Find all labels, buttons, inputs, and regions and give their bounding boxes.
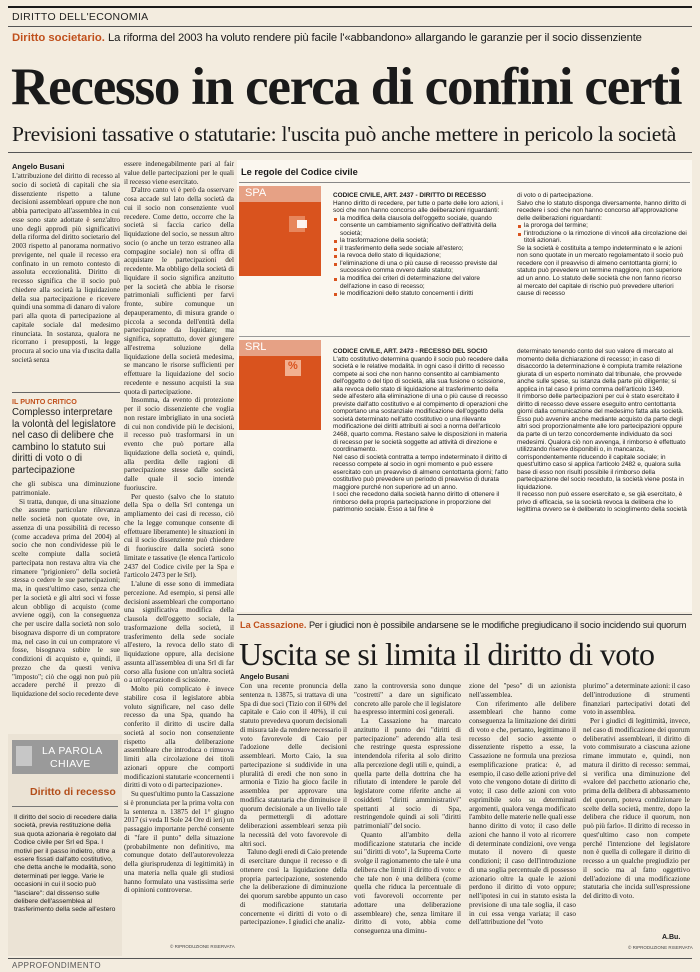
spa-text-right <box>517 192 687 340</box>
srl-right-p3: Il recesso non può essere esercitato e, se già esercitato, è privo di efficacia, se la società revoca la delibera che lo legittima ovvero se è deliberato lo scioglimento della società <box>517 491 687 514</box>
paragraph: essere indenegabilmente pari al fair value delle partecipazioni per le quali il recesso viene esercitato. <box>124 160 234 186</box>
headline: Recesso in cerca di confini certi <box>11 58 682 116</box>
paragraph: Insomma, da evento di protezione per il socio dissenziente che voglia non restare imbrigliato in una società di cui non condivide più le decisioni, il recesso può trasformarsi in un evento che può portare alla liquidazione della società e, quindi, alla perdita delle ragioni di partecipazione stesse dalle società dalle quale il socio intende fuoriuscire. <box>124 396 234 492</box>
srl-heading: CODICE CIVILE, ART. 2473 - RECESSO DEL SOCIO <box>333 348 488 355</box>
pull-quote-label: IL PUNTO CRITICO <box>12 397 77 406</box>
list-item: la modifica dei criteri di determinazione del valore dell'azione in caso di recesso; <box>333 275 509 290</box>
list-item: la modifica della clausola dell'oggetto sociale, quando consente un cambiamento significativo dell'attività della società; <box>333 215 509 238</box>
cassazione-col-4 <box>583 682 690 944</box>
srl-text <box>333 348 509 610</box>
list-item: l'introduzione o la rimozione di vincoli alla circolazione dei titoli azionari. <box>517 230 687 245</box>
cassazione-kicker-text: Per i giudici non è possibile andarsene se le modifiche pregiudicano il socio incidendo sui quorum <box>308 620 687 630</box>
subheadline: Previsioni tassative o statutarie: l'uscita può anche mettere in pericolo la società <box>12 122 677 146</box>
spa-illustration <box>239 202 321 276</box>
paragraph: Si tratta, dunque, di una situazione che assume particolare rilevanza nelle società non quotate ove, in assenza di una possibilità di recesso (come accadeva prima del 2004) al socio che non condividesse più le scelte compiute dalla società partecipata non restava altra via che rimanere "prigioniero" della società stessa o cedere le sue partecipazioni; ma, in quest'ultimo caso, senza che per la società e gli altri soci vi fosse alcun obbligo di acquisto (come avviene oggi), con la conseguenza che per uscire dalla società non solo bisognava disporre di un compratore ma, nel caso in cui un compratore vi fosse, bisognava subire le sue condizioni di acquisto e, quindi, il prezzo che da questi veniva "imposto"; ciò che oggi non può più accadere perché il prezzo di liquidazione del socio recedente deve <box>12 497 120 698</box>
pull-quote-text: Complesso interpretare la volontà del legislatore nel caso di delibere che cambino lo statuto sui diritti di voto o di partecipazione <box>12 407 116 476</box>
paragraph: Taluno degli eredi di Caio pretende di esercitare dunque il recesso e di ottenere così la liquidazione della propria partecipazione, sostenendo che la deliberazione di diminuzione dei quorum sarebbe appunto un caso di modificazione statutaria concernente «i diritti di voto o di partecipazione». I giudici che analiz- <box>240 848 347 927</box>
kicker-tag: Diritto societario. <box>12 32 105 44</box>
paragraph: Quanto all'ambito della modificazione statutaria che incide sui "diritti di voto", la Suprema Corte svolge il ragionamento che tale è una delibera che limiti il diritto di voto: e che tale non è una delibera (come quella che riduca la percentuale di voti favorevoli occorrente per adottare una deliberazione assembleare) che, senza limitare il diritto di voto, abbia come conseguenza una diminu- <box>354 830 461 935</box>
paragraph: Per i giudici di legittimità, invece, nel caso di modificazione dei quorum deliberativi assembleari, il diritto di voto commisurato a ciascuna azione rimane immutato e, quindi, non matura il diritto di recesso: semmai, si verifica una diminuzione del «valore del pacchetto azionario che, prima della delibera di abbassamento del quorum, poteva condizionare le scelte della società, mentre, dopo la delibera che riduce il quorum, non può più farlo». Il diritto di recesso in quest'ultimo caso non compete perché l'intenzione del legislatore non è quella di collegare il diritto di recesso a un qualche pregiudizio per il socio ma al fatto oggettivo dell'adozione di una modificazione statutaria che incida sull'espressione del diritto di voto. <box>583 717 690 900</box>
copyright-1: © RIPRODUZIONE RISERVATA <box>170 944 235 949</box>
srl-text-right <box>517 348 687 610</box>
list-item: la proroga del termine; <box>517 222 687 230</box>
rules-title: Le regole del Codice civile <box>241 167 358 177</box>
srl-p1: L'atto costitutivo determina quando il socio può recedere dalla società e le relative modalità. In ogni caso il diritto di recesso compete ai soci che non hanno consentito al cambiamento dell'oggetto o del tipo di società, alla sua fusione o scissione, alla revoca dello stato di liquidazione al trasferimento della sede all'estero alla eliminazione di una o più cause di recesso previste dall'atto costitutivo e al compimento di operazioni che comportano una sostanziale modificazione dell'oggetto della società determinato nell'atto costitutivo o una rilevante modificazione dei diritti attribuiti ai soci a norma dell'articolo 2468, quarto comma. Restano salve le disposizioni in materia di recesso per le società soggette ad attività di direzione e coordinamento. <box>333 355 508 454</box>
list-item: le modificazioni dello statuto concernenti i diritti <box>333 290 509 298</box>
srl-p3: I soci che recedono dalla società hanno diritto di ottenere il rimborso della propria partecipazione in proporzione del patrimonio sociale. Esso a tal fine è <box>333 491 500 514</box>
percent-icon: % <box>288 360 298 372</box>
section-rule <box>8 26 692 27</box>
spa-label: SPA <box>245 187 267 199</box>
srl-image <box>239 356 321 430</box>
drop-paragraph: L'attribuzione del diritto di recesso al socio di società di capitali che sia dissenziente rispetto a talune decisioni assembleari oppure che non abbia partecipato all'assemblea in cui esse sono state adottate è senz'altro uno degli approdi più significativi della riforma del diritto societario del 2003 rispetto al panorama normativo previgente, nel quale il recesso era confinato in un remoto contesto di assoluta eccezionalità. Diritto di recesso significa che il socio può chiedere alla società la liquidazione della sua partecipazione e ricevere quindi una somma di danaro di valore pari alla quota di partecipazione al capitale sociale dal medesimo rinunciata. In sostanza, qualora ne ricorrano i presupposti, la legge procura al socio una via d'uscita dalla società senza <box>12 172 120 364</box>
keyword-title-rule <box>12 806 118 807</box>
spa-cont-list <box>517 222 687 245</box>
list-item: la trasformazione della società; <box>333 237 509 245</box>
srl-label: SRL <box>245 341 267 353</box>
kicker-text: La riforma del 2003 ha voluto rendere più facile l'«abbandono» allargando le garanzie per il socio dissenziente <box>108 32 642 44</box>
spa-cont-first: di voto o di partecipazione. <box>517 192 594 199</box>
paragraph: che gli subisca una diminuzione patrimoniale. <box>12 480 120 497</box>
spa-illustration-tile <box>297 220 307 228</box>
spa-intro: Hanno diritto di recedere, per tutte o parte delle loro azioni, i soci che non hanno concorso alle deliberazioni riguardanti: <box>333 199 503 215</box>
paragraph: Per questo (salvo che lo statuto della Spa o della Srl contenga un ampliamento dei casi di recesso, ciò che la legge comunque consente di effettuare liberamente) le situazioni in cui il socio dissenziente può chiedere di fuoriuscire dalla società sono limitate e tassative (le elenca l'articolo 2437 del Codice civile per la Spa e l'articolo 2473 per le Srl). <box>124 492 234 580</box>
paragraph: Con riferimento alle delibere assembleari che hanno come conseguenza la limitazione dei diritti di voto e che, pertanto, legittimano il recesso del socio assente o dissenziente rispetto a esse, la Cassazione ne formula una preziosa esemplificazione pratica: è, ad esempio, il caso delle azioni prive del voto che vengono dotate di diritto di voto; il caso delle azioni con voto esprimibile solo su determinati argomenti, qualora venga modificato l'ambito delle materie nelle quali esse hanno diritto di voto; il caso delle azioni che hanno il voto al ricorrere di determinate condizioni, ove venga mutato il novero di queste condizioni; il caso dell'introduzione di una soglia percentuale di possesso azionario oltre la quale le azioni perdono il diritto di voto oppure; nell'ipotesi in cui in statuto esista la previsione di una tale soglia, il caso in cui essa venga variata; il caso dell'attribuzione del "voto <box>469 699 576 927</box>
cassazione-col-1 <box>240 682 347 954</box>
spa-cont-tail: Se la società è costituita a tempo indeterminato e le azioni non sono quotate in un mercato regolamentato il socio può recedere con il preavviso di almeno centottanta giorni; lo statuto può prevedere un termine maggiore, non superiore ad un anno. Lo statuto delle società che non fanno ricorso al mercato del capitale di rischio può prevedere ulteriori cause di recesso <box>517 244 684 298</box>
keyword-label-2: CHIAVE <box>50 758 91 770</box>
srl-right-p1: determinato tenendo conto del suo valore di mercato al momento della dichiarazione di recesso; in caso di disaccordo la determinazione è compiuta tramite relazione giurata di un esperto nominato dal tribunale, che provvede anche sulle spese, su istanza della parte più diligente; si applica in tal caso il primo comma dell'articolo 1349. <box>517 348 683 393</box>
keyword-header <box>12 740 118 774</box>
srl-p2: Nel caso di società contratta a tempo indeterminato il diritto di recesso compete al socio in ogni momento e può essere esercitato con un preavviso di almeno centottanta giorni; l'atto costitutivo può prevedere un periodo di preavviso di durata maggiore purché non superiore ad un anno. <box>333 453 508 491</box>
paragraph: zano la controversia sono dunque "costretti" a dare un significato concreto alle parole che il legislatore ha espresso intermini così generali. <box>354 682 461 717</box>
column-1-top <box>12 172 120 390</box>
cassazione-byline: Angelo Busani <box>240 674 290 681</box>
spa-cont-second: Salvo che lo statuto disponga diversamente, hanno diritto di recedere i soci che non hanno concorso all'approvazione delle deliberazioni riguardanti: <box>517 199 687 222</box>
paragraph: zione del "peso" di un azionista nell'assemblea. <box>469 682 576 699</box>
paragraph: Con una recente pronuncia della sentenza n. 13875, si trattava di una Spa di due soci (Tizio con il 60% del capitale e Caio con il 40%), il cui statuto prevedeva quorum decisionali di misura tale da rendere necessario il voto favorevole di Caio per l'adozione delle decisioni assembleari. Morto Caio, la sua partecipazione si suddivide in una pluralità di eredi che non sono in armonia e Tizio ha gioco facile in assemblea per approvare una modifica statutaria che diminuisce il quorum decisionale a un livello tale da permettergli di adottare deliberazioni assembleari senza più la necessità del voto favorevole di altri soci. <box>240 682 347 848</box>
paragraph: Molto più complicato è invece stabilire cosa il legislatore abbia voluto significare, nel caso delle recesso da una Spa, quando ha conferito il diritto di uscire dalla società al socio non consenziente rispetto alla deliberazione assembleare che introduca o rimuova limiti alla circolazione dei titoli azionari oppure che comporti modificazioni statutarie «concernenti i diritti di voto o di partecipazione». <box>124 685 234 790</box>
keyword-label-1: LA PAROLA <box>42 745 103 757</box>
top-rule <box>8 6 692 8</box>
keyword-icon-block <box>16 746 32 766</box>
copyright-2: © RIPRODUZIONE RISERVATA <box>628 945 693 950</box>
cassazione-col-2 <box>354 682 461 954</box>
list-item: l'eliminazione di una o più cause di recesso previste dal successivo comma ovvero dallo statuto; <box>333 260 509 275</box>
paragraph: plurimo" a determinate azioni: il caso dell'introduzione di strumenti finanziari partecipativi dotati del voto in assemblea. <box>583 682 690 717</box>
column-2 <box>124 160 234 920</box>
rules-title-rule <box>239 182 690 183</box>
cassazione-kicker <box>240 620 692 630</box>
pull-quote-rule <box>12 392 120 393</box>
spa-list <box>333 215 509 298</box>
srl-rule <box>239 336 690 337</box>
column-1-bottom <box>12 480 120 712</box>
byline: Angelo Busani <box>12 162 65 171</box>
spa-image <box>239 202 321 276</box>
srl-right-p2: Il rimborso delle partecipazioni per cui è stato esercitato il diritto di recesso deve essere eseguito entro centottanta giorni dalla comunicazione del medesimo fatta alla società. Esso può avvenire anche mediante acquisto da parte degli altri soci proporzionalmente alle loro partecipazioni oppure da parte di un terzo concordemente individuato da soci medesimi. Qualora ciò non avvenga, il rimborso è effettuato utilizzando riserve disponibili o, in mancanza, corrispondentemente riducendo il capitale sociale; in quest'ultimo caso si applica l'articolo 2482 e, qualora sulla base di esso non risulti possibile il rimborso della partecipazione del socio receduto, la società viene posta in liquidazione. <box>517 393 686 491</box>
section-label: DIRITTO DELL'ECONOMIA <box>12 11 149 23</box>
keyword-title: Diritto di recesso <box>30 786 116 798</box>
signature: A.Bu. <box>662 934 681 941</box>
kicker <box>12 32 696 44</box>
bottom-rule <box>8 958 692 959</box>
list-item: il trasferimento della sede sociale all'estero; <box>333 245 509 253</box>
paragraph <box>12 172 120 365</box>
paragraph: L'alune di esse sono di immediata percezione. Ad esempio, si pensi alle decisioni assembleari che comportano una significativa modifica della clausola dell'oggetto sociale, la trasformazione della società, il trasferimento della sede sociale all'estero, la revoca dello stato di liquidazione oppure, alla decisione assunta all'assemblea di una Srl di far corso alla fusione con un'altra società o a un'operazione di scissione. <box>124 580 234 685</box>
paragraph: Su quest'ultimo punto la Cassazione si è pronunciata per la prima volta con la sentenza n. 13875 del 1° giugno 2017 (si veda Il Sole 24 Ore di ieri) un passaggio importante perché consente di "fare il punto" della situazione (probabilmente non definitivo, ma comunque dotato dell'autorevolezza della giurisprudenza di legittimità) in una materia nella quale gli studiosi hanno formulato una vastissima serie di opinioni controverse. <box>124 790 234 895</box>
paragraph: D'altro canto vi è però da osservare cosa accade sul lato della società da cui il socio non consenziente vuol recedere. Come detto, occorre che la società si faccia carico della liquidazione del socio, se nessun altro socio (o anche un terzo estraneo alla compagine sociale) non si offra di acquistare le partecipazioni del recedente. Ma obbligo della società di liquidare il socio significa anzitutto per la società che abbia le risorse patrimoniali sufficienti per farvi fronte, subire comunque un depauperamento, di misura grande o piccola a seconda dell'entità della partecipazione da liquidare; ma significa, soprattutto, dover giungere all'estrema soluzione della liquidazione della società medesima, se mancano le risorse sufficienti per effettuare la liquidazione del socio recedente e nessuno acquisti la sua quota di partecipazione. <box>124 186 234 396</box>
keyword-box <box>8 734 122 956</box>
cassazione-headline: Uscita se si limita il diritto di voto <box>239 636 655 672</box>
cassazione-rule <box>237 614 692 615</box>
headline-rule <box>8 152 692 153</box>
rules-box <box>237 160 692 612</box>
spa-text <box>333 192 509 340</box>
bottom-strip: APPROFONDIMENTO <box>12 961 102 970</box>
cassazione-tag: La Cassazione. <box>240 620 307 630</box>
cassazione-col-3 <box>469 682 576 954</box>
spa-heading: CODICE CIVILE, ART. 2437 - DIRITTO DI RECESSO <box>333 192 487 199</box>
keyword-text: Il diritto del socio di recedere dalla società, previa restituzione della sua quota azionaria è regolato dal Codice civile per Srl ed Spa. I motivi per il passo indietro, oltre a essere fissati dall'atto costitutivo, che detta anche le modalità, sono determinati per legge. Varie le occasioni in cui il socio può "lasciare": dal dissenso sulle delibere dell'assemblea al trasferimento della sede all'estero <box>14 814 117 914</box>
paragraph: La Cassazione ha marcato anzitutto il punto dei "diritti di partecipazione" aderendo alla tesi che restringe questa espressione intendendola riferita al solo diritto alla percezione degli utili e, quindi, a quella parte della dottrina che ha rifiutato di intendere le parole del legislatore come riferite anche ai cosiddetti "diritti amministrativi" spettanti al socio di Spa, restringendole quindi ai soli "diritti patrimoniali" del socio. <box>354 717 461 830</box>
list-item: la revoca dello stato di liquidazione; <box>333 252 509 260</box>
